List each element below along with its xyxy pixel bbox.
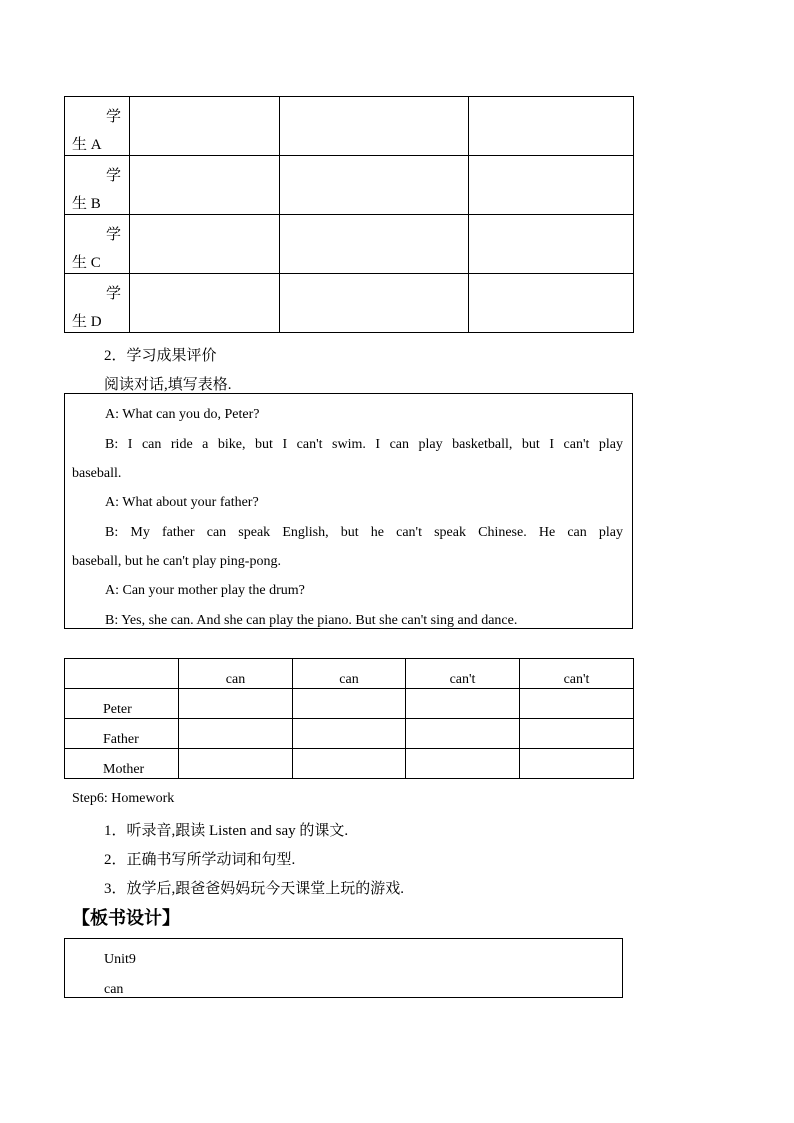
student-label-bottom: 生 B	[72, 196, 101, 212]
student-label-cell	[65, 274, 130, 333]
empty-cell	[280, 156, 469, 215]
dialogue-line: A: What about your father?	[105, 495, 259, 510]
table-row	[65, 749, 634, 779]
student-label-bottom: 生 D	[72, 314, 102, 330]
empty-cell	[280, 274, 469, 333]
empty-cell	[520, 749, 634, 779]
empty-cell	[179, 749, 293, 779]
homework-item: 1．听录音,跟读 Listen and say 的课文.	[104, 823, 349, 839]
student-label-top: 学	[105, 168, 121, 184]
empty-cell	[520, 689, 634, 719]
empty-cell	[406, 719, 520, 749]
empty-cell	[293, 749, 406, 779]
student-label-bottom: 生 C	[72, 255, 101, 271]
student-label-cell	[65, 215, 130, 274]
student-label-cell	[65, 97, 130, 156]
student-label-bottom: 生 A	[72, 137, 102, 153]
dialogue-line: B: My father can speak English, but he can't speak Chinese. He can play	[105, 525, 623, 540]
empty-cell	[469, 274, 634, 333]
board-line: can	[104, 982, 124, 997]
board-design-title: 【板书设计】	[72, 908, 180, 929]
dialogue-line: baseball, but he can't play ping-pong.	[72, 554, 281, 569]
dialogue-line: baseball.	[72, 466, 122, 481]
row-label: Mother	[65, 749, 179, 779]
empty-cell	[469, 215, 634, 274]
header-cell: can	[293, 659, 406, 689]
empty-cell	[293, 719, 406, 749]
header-cell	[65, 659, 179, 689]
students-table	[64, 96, 634, 333]
board-line: Unit9	[104, 952, 136, 967]
header-cell: can't	[520, 659, 634, 689]
empty-cell	[130, 274, 280, 333]
board-design-box	[64, 938, 623, 998]
homework-item: 3．放学后,跟爸爸妈妈玩今天课堂上玩的游戏.	[104, 881, 405, 897]
dialogue-line: B: I can ride a bike, but I can't swim. I can play basketball, but I can't play	[105, 437, 623, 452]
empty-cell	[469, 156, 634, 215]
dialogue-line: B: Yes, she can. And she can play the piano. But she can't sing and dance.	[105, 613, 518, 628]
empty-cell	[179, 689, 293, 719]
student-label-top: 学	[105, 109, 121, 125]
empty-cell	[293, 689, 406, 719]
student-label-top: 学	[105, 286, 121, 302]
empty-cell	[280, 215, 469, 274]
empty-cell	[130, 215, 280, 274]
empty-cell	[280, 97, 469, 156]
homework-title: Step6: Homework	[72, 791, 175, 806]
table-row	[65, 719, 634, 749]
table-row	[65, 97, 634, 156]
student-label-top: 学	[105, 227, 121, 243]
table-row	[65, 689, 634, 719]
fill-table	[64, 658, 634, 779]
row-label: Father	[65, 719, 179, 749]
table-row	[65, 274, 634, 333]
empty-cell	[130, 97, 280, 156]
homework-item: 2．正确书写所学动词和句型.	[104, 852, 296, 868]
student-label-cell	[65, 156, 130, 215]
dialogue-line: A: Can your mother play the drum?	[105, 583, 305, 598]
table-row	[65, 215, 634, 274]
table-row	[65, 156, 634, 215]
empty-cell	[406, 749, 520, 779]
header-cell: can't	[406, 659, 520, 689]
dialogue-box	[64, 393, 633, 629]
empty-cell	[179, 719, 293, 749]
row-label: Peter	[65, 689, 179, 719]
dialogue-line: A: What can you do, Peter?	[105, 407, 260, 422]
section-heading: 2．学习成果评价	[104, 348, 217, 364]
table-header-row	[65, 659, 634, 689]
empty-cell	[406, 689, 520, 719]
section-instruction: 阅读对话,填写表格.	[104, 377, 232, 393]
empty-cell	[469, 97, 634, 156]
header-cell: can	[179, 659, 293, 689]
empty-cell	[130, 156, 280, 215]
empty-cell	[520, 719, 634, 749]
